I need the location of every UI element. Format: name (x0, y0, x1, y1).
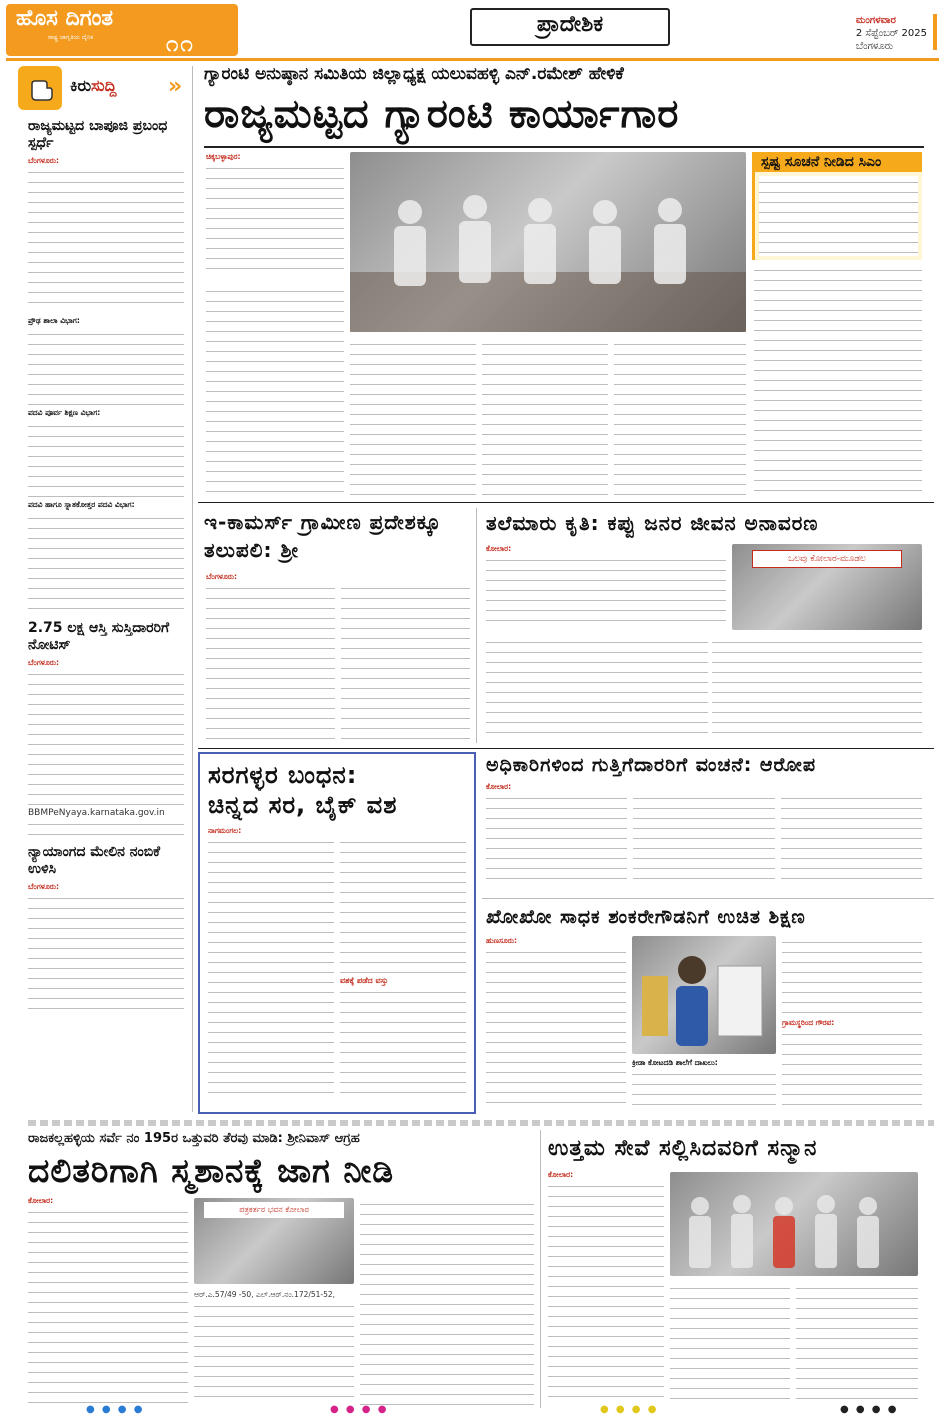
text-lines (633, 792, 774, 888)
brief-body: ಬೆಂಗಳೂರು: (28, 882, 60, 891)
lead-body-intro: ಚಿಕ್ಕಬಳ್ಳಾಪುರ: (206, 152, 344, 282)
newspaper-logo (6, 4, 238, 56)
lead-body-col5 (754, 264, 922, 496)
text-lines (486, 946, 626, 1110)
text-lines (28, 512, 184, 612)
print-registration-marks: ● ● ● ● (330, 1404, 389, 1415)
print-registration-marks: ● ● ● ● (840, 1404, 899, 1415)
sara-subhead: ವಶಕ್ಕೆ ಪಡೆದ ವಸ್ತು (340, 976, 389, 985)
issue-date: 2 ಸೆಪ್ಟೆಂಬರ್ 2025 (855, 28, 927, 39)
sanmana-headline: ಉತ್ತಮ ಸೇವೆ ಸಲ್ಲಿಸಿದವರಿಗೆ ಸನ್ಮಾನ (548, 1136, 818, 1161)
sanmana-body: ಕೋಲಾರ: (548, 1170, 664, 1406)
text-lines (194, 1300, 354, 1404)
ecom-body: ಬೆಂಗಳೂರು: (206, 572, 470, 742)
dalit-kicker: ರಾಜಕಲ್ಲಹಳ್ಳಿಯ ಸರ್ವೆ ನಂ 195ರ ಒತ್ತುವರಿ ತೆರವು ಮಾಡಿ: ಶ್ರೀನಿವಾಸ್ ಆಗ್ರಹ (28, 1131, 360, 1146)
paper-tagline: ರಾಷ್ಟ್ರ ಜಾಗೃತಿಯ ದೈನಿಕ (48, 34, 94, 41)
vanchane-headline: ಅಧಿಕಾರಿಗಳಿಂದ ಗುತ್ತಿಗೆದಾರರಿಗೆ ವಂಚನೆ: ಆರೋಪ (486, 754, 817, 776)
brief-title: ನ್ಯಾಯಾಂಗದ ಮೇಲಿನ ನಂಬಿಕೆ ಉಳಿಸಿ (28, 844, 161, 877)
section-title: ಪ್ರಾದೇಶಿಕ (536, 12, 604, 37)
column-divider (540, 1130, 541, 1408)
lead-rule (204, 146, 924, 148)
text-lines (782, 1028, 922, 1110)
section-label-box (470, 8, 670, 46)
brief-body: ಬೆಂಗಳೂರು: (28, 156, 184, 316)
dalit-body: ಕೋಲಾರ: (28, 1196, 188, 1406)
khokho-body: ಹುಣಸೂರು: (486, 936, 626, 1112)
kiru-suddi-label: ಕಿರುಸುದ್ದಿ (70, 76, 117, 95)
lead-sidebox (752, 152, 922, 260)
khokho-body-2: ಕ್ರೀಡಾ ಕೋಟದಡಿ ಶಾಲೆಗೆ ದಾಖಲು: (632, 1058, 776, 1112)
sanmana-body-2 (670, 1282, 790, 1406)
khokho-headline: ಖೋಖೋ ಸಾಧಕ ಶಂಕರೇಗೌಡನಿಗೆ ಉಚಿತ ಶಿಕ್ಷಣ (486, 906, 806, 928)
text-lines (632, 1068, 776, 1110)
text-lines (486, 792, 627, 888)
dalit-headline: ದಲಿತರಿಗಾಗಿ ಸ್ಮಶಾನಕ್ಕೆ ಜಾಗ ನೀಡಿ (28, 1151, 394, 1190)
print-registration-marks: ● ● ● ● (600, 1404, 659, 1415)
chevron-right-icon: » (168, 74, 183, 99)
page-number: ೧೧ (166, 32, 195, 57)
text-lines (208, 836, 334, 1098)
text-lines (781, 792, 922, 888)
lead-photo (350, 152, 746, 332)
text-lines (28, 166, 184, 306)
weekday: ಮಂಗಳವಾರ (855, 15, 896, 26)
row-divider (198, 502, 934, 503)
sanmana-body-3 (796, 1282, 918, 1406)
photo-banner: ಪತ್ರಕರ್ತರ ಭವನ ಕೋಲಾರ (204, 1202, 344, 1218)
row-divider (482, 898, 934, 899)
text-lines (28, 328, 184, 408)
photo-banner: ಒಲವು ಕೋಲಾರ-ಮೂಡಲ (752, 550, 902, 568)
column-divider (192, 66, 193, 1112)
brief-title: ರಾಜ್ಯಮಟ್ಟದ ಬಾಪೂಜಿ ಪ್ರಬಂಧ ಸ್ಪರ್ಧೆ (28, 118, 168, 151)
text-lines (782, 936, 922, 1018)
paper-name: ಹೊಸ ದಿಗಂತ (16, 6, 114, 31)
talemaru-photo (732, 544, 922, 630)
brief-url: BBMPeNyaya.karnataka.gov.in (28, 808, 165, 818)
kiru-suddi-banner (18, 66, 188, 110)
sara-body: ನಾಗಮಂಗಲ: ವಶಕ್ಕೆ ಪಡೆದ ವಸ್ತು (200, 820, 474, 1098)
left-briefs-column (28, 118, 184, 1108)
edition-city: ಬೆಂಗಳೂರು (855, 41, 894, 52)
lead-body-col2 (350, 338, 476, 496)
lead-kicker: ಗ್ಯಾರಂಟಿ ಅನುಷ್ಠಾನ ಸಮಿತಿಯ ಜಿಲ್ಲಾಧ್ಯಕ್ಷ ಯಲುವಹಳ್ಳಿ ಎನ್.ರಮೇಶ್ ಹೇಳಿಕೆ (204, 64, 624, 84)
khokho-body-3: ಗ್ರಾಮಸ್ಥರಿಂದ ಗೌರವ: (782, 936, 922, 1112)
masthead (0, 0, 945, 58)
lead-body-col3 (482, 338, 608, 496)
vanchane-body: ಕೋಲಾರ: (486, 782, 922, 892)
sanmana-photo (670, 1172, 918, 1276)
text-lines (28, 818, 184, 838)
dalit-photo (194, 1198, 354, 1284)
dalit-body-3 (360, 1198, 534, 1406)
text-lines (28, 1206, 188, 1404)
brief-title: 2.75 ಲಕ್ಷ ಆಸ್ತಿ ಸುಸ್ತಿದಾರರಿಗೆ ನೋಟಿಸ್ (28, 620, 170, 653)
masthead-rule (6, 58, 939, 61)
section-separator (28, 1120, 934, 1126)
brief-subhead: ಪದವಿ ಪೂರ್ವ ಶಿಕ್ಷಣ ವಿಭಾಗ: (28, 408, 101, 417)
khokho-photo (632, 936, 776, 1054)
talemaru-body-col2 (712, 636, 922, 740)
text-lines (28, 892, 184, 1012)
brief-subhead: ಪ್ರೌಢ ಶಾಲಾ ವಿಭಾಗ: (28, 316, 80, 325)
text-lines (341, 582, 470, 740)
sara-headline-b: ಚಿನ್ನದ ಸರ, ಬೈಕ್ ವಶ (208, 791, 398, 819)
lead-headline: ರಾಜ್ಯಮಟ್ಟದ ಗ್ಯಾರಂಟಿ ಕಾರ್ಯಾಗಾರ (204, 91, 680, 137)
text-lines (340, 986, 466, 1096)
date-block (856, 14, 927, 53)
date-accent-bar (933, 14, 937, 50)
brief-body: ಬೆಂಗಳೂರು: (28, 658, 60, 667)
lead-body-col4 (614, 338, 746, 496)
text-lines (340, 836, 466, 976)
sidebox-title: ಸ್ಪಷ್ಟ ಸೂಚನೆ ನೀಡಿದ ಸಿಎಂ (755, 152, 922, 172)
text-lines (206, 582, 335, 740)
sara-headline-a: ಸರಗಳ್ಳರ ಬಂಧನ: (208, 761, 358, 789)
print-registration-marks: ● ● ● ● (86, 1404, 145, 1415)
text-lines (28, 668, 184, 808)
row-divider (198, 748, 934, 749)
sara-story-box (198, 752, 476, 1114)
talemaru-body-col1 (486, 636, 708, 740)
talemaru-headline: ತಲೆಮಾರು ಕೃತಿ: ಕಪ್ಪು ಜನರ ಜೀವನ ಅನಾವರಣ (486, 511, 819, 535)
text-lines (206, 162, 344, 277)
ecom-headline: ಇ-ಕಾಮರ್ಸ್ ಗ್ರಾಮೀಣ ಪ್ರದೇಶಕ್ಕೂ ತಲುಪಲಿ: ಶ್ರೀ (204, 510, 442, 562)
text-lines (28, 420, 184, 500)
lead-body-col1 (206, 285, 344, 495)
text-lines (759, 176, 918, 256)
column-divider (476, 508, 477, 743)
brief-subhead: ಪದವಿ ಹಾಗೂ ಸ್ನಾತಕೋತ್ತರ ಪದವಿ ವಿಭಾಗ: (28, 500, 135, 509)
hand-icon (18, 66, 62, 110)
text-lines (548, 1180, 664, 1404)
text-lines (486, 554, 726, 628)
dalit-body-2: ಆರ್.ಎ.57/49 -50, ಎಲ್.ಆರ್.ನಂ.172/51-52, (194, 1290, 354, 1406)
talemaru-body: ಕೋಲಾರ: (486, 544, 726, 630)
